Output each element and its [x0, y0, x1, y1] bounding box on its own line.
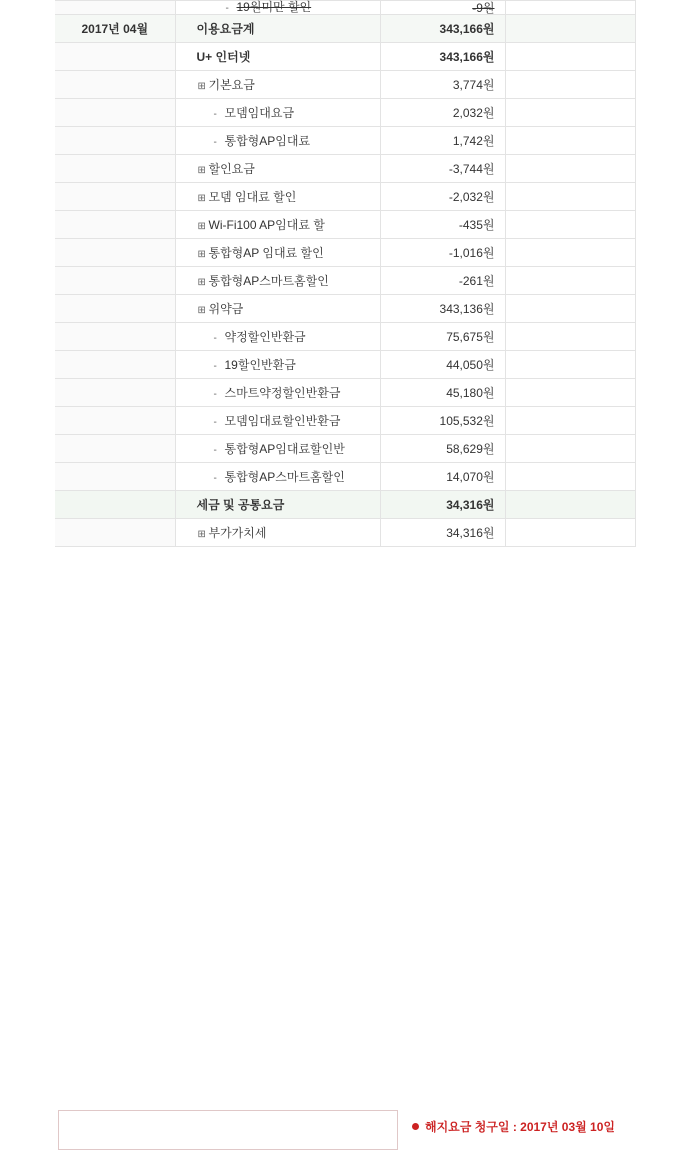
billing-table-body — [55, 1, 635, 547]
cell-amount: -1,016원 — [380, 239, 505, 267]
cell-amount: -261원 — [380, 267, 505, 295]
cell-note — [505, 71, 635, 99]
table-row — [55, 15, 635, 43]
cell-note — [505, 295, 635, 323]
cell-item-label: 통합형AP스마트홈할인 — [208, 274, 329, 288]
cell-item-label: 기본요금 — [208, 78, 255, 92]
cell-period — [55, 1, 175, 15]
cell-item-label: 통합형AP임대료 — [224, 134, 311, 148]
cell-period — [55, 211, 175, 239]
cell-period — [55, 295, 175, 323]
table-row — [55, 379, 635, 407]
cell-amount: 2,032원 — [380, 99, 505, 127]
cell-item — [175, 323, 380, 351]
cell-amount: 1,742원 — [380, 127, 505, 155]
cell-item — [175, 99, 380, 127]
cell-note — [505, 155, 635, 183]
cell-period — [55, 323, 175, 351]
cell-note — [505, 43, 635, 71]
cell-note — [505, 211, 635, 239]
dash-icon: - — [213, 333, 217, 344]
cell-item — [175, 1, 380, 15]
cell-item-label: 스마트약정할인반환금 — [224, 386, 341, 400]
table-row — [55, 295, 635, 323]
cell-amount: -9원 — [380, 1, 505, 15]
cell-amount: 14,070원 — [380, 463, 505, 491]
cell-period — [55, 155, 175, 183]
cancellation-billing-date-label: 해지요금 청구일 : 2017년 03월 10일 — [425, 1119, 615, 1134]
cell-item-label: 위약금 — [208, 302, 244, 316]
expand-icon[interactable]: ⊞ — [197, 165, 206, 176]
cell-item-label: 할인요금 — [208, 162, 255, 176]
cell-item-label: 통합형AP스마트홈할인 — [224, 470, 345, 484]
cell-item-label: 통합형AP 임대료 할인 — [208, 246, 324, 260]
billing-detail-table — [55, 0, 636, 547]
table-row — [55, 519, 635, 547]
cell-note — [505, 183, 635, 211]
cell-amount: 343,166원 — [380, 15, 505, 43]
cell-item-label: 이용요금계 — [196, 22, 255, 36]
expand-icon[interactable]: ⊞ — [197, 193, 206, 204]
cell-amount: 105,532원 — [380, 407, 505, 435]
cell-period — [55, 435, 175, 463]
cell-note — [505, 239, 635, 267]
cell-item-label: 부가가치세 — [208, 526, 267, 540]
cell-note — [505, 323, 635, 351]
cell-note — [505, 407, 635, 435]
cell-item — [175, 463, 380, 491]
table-row — [55, 267, 635, 295]
cell-item — [175, 379, 380, 407]
cell-period — [55, 183, 175, 211]
cell-amount: 45,180원 — [380, 379, 505, 407]
cell-period — [55, 267, 175, 295]
cell-item — [175, 435, 380, 463]
cell-note — [505, 1, 635, 15]
cell-amount: 34,316원 — [380, 519, 505, 547]
cell-amount: -435원 — [380, 211, 505, 239]
cell-period — [55, 127, 175, 155]
cell-period — [55, 463, 175, 491]
dash-icon: - — [213, 109, 217, 120]
cell-item — [175, 491, 380, 519]
dash-icon: - — [225, 2, 229, 14]
note-box — [58, 1110, 398, 1150]
cell-item-label: 세금 및 공통요금 — [196, 498, 285, 512]
cell-period — [55, 351, 175, 379]
cell-amount: -2,032원 — [380, 183, 505, 211]
expand-icon[interactable]: ⊞ — [197, 221, 206, 232]
cell-amount: 343,166원 — [380, 43, 505, 71]
cell-item — [175, 155, 380, 183]
cell-item-label: 약정할인반환금 — [224, 330, 306, 344]
cell-item — [175, 71, 380, 99]
cell-period — [55, 99, 175, 127]
cell-note — [505, 491, 635, 519]
cancellation-billing-date — [412, 1111, 687, 1141]
cell-amount: 58,629원 — [380, 435, 505, 463]
cell-note — [505, 435, 635, 463]
cell-amount: 343,136원 — [380, 295, 505, 323]
cell-item — [175, 43, 380, 71]
cell-note — [505, 267, 635, 295]
cell-note — [505, 519, 635, 547]
cell-item — [175, 211, 380, 239]
cell-item-label: 19원미만 할인 — [236, 0, 312, 14]
table-row — [55, 407, 635, 435]
cell-item-label: 모뎀 임대료 할인 — [208, 190, 297, 204]
table-row — [55, 323, 635, 351]
cell-period — [55, 491, 175, 519]
cell-item-label: 통합형AP임대료할인반 — [224, 442, 345, 456]
cell-amount: 3,774원 — [380, 71, 505, 99]
cell-amount: -3,744원 — [380, 155, 505, 183]
cell-item — [175, 519, 380, 547]
bottom-area — [0, 553, 695, 1134]
cell-item — [175, 127, 380, 155]
cell-item-label: Wi-Fi100 AP임대료 할 — [208, 218, 325, 232]
table-row — [55, 491, 635, 519]
cell-item — [175, 295, 380, 323]
expand-icon[interactable]: ⊞ — [197, 305, 206, 316]
cell-note — [505, 463, 635, 491]
cell-item — [175, 15, 380, 43]
cell-item — [175, 351, 380, 379]
expand-icon[interactable]: ⊞ — [197, 529, 206, 540]
dash-icon: - — [213, 137, 217, 148]
cell-note — [505, 15, 635, 43]
cell-item — [175, 407, 380, 435]
cell-period — [55, 407, 175, 435]
dash-icon: - — [213, 445, 217, 456]
cell-note — [505, 127, 635, 155]
table-row — [55, 127, 635, 155]
dash-icon: - — [213, 473, 217, 484]
cell-item — [175, 183, 380, 211]
cell-item-label: U+ 인터넷 — [196, 50, 251, 64]
expand-icon[interactable]: ⊞ — [197, 81, 206, 92]
cell-period — [55, 519, 175, 547]
table-row — [55, 43, 635, 71]
table-row — [55, 463, 635, 491]
expand-icon[interactable]: ⊞ — [197, 277, 206, 288]
cell-item-label: 19할인반환금 — [224, 358, 296, 372]
dash-icon: - — [213, 361, 217, 372]
dash-icon: - — [213, 417, 217, 428]
cell-period — [55, 43, 175, 71]
expand-icon[interactable]: ⊞ — [197, 249, 206, 260]
table-row — [55, 435, 635, 463]
table-row — [55, 351, 635, 379]
bullet-dot-icon — [412, 1123, 419, 1130]
cell-period — [55, 239, 175, 267]
table-row — [55, 239, 635, 267]
cell-period — [55, 71, 175, 99]
table-row — [55, 183, 635, 211]
dash-icon: - — [213, 389, 217, 400]
table-row — [55, 155, 635, 183]
cell-item — [175, 267, 380, 295]
cell-note — [505, 351, 635, 379]
cell-note — [505, 379, 635, 407]
cell-amount: 75,675원 — [380, 323, 505, 351]
cell-period — [55, 379, 175, 407]
cell-item-label: 모뎀임대료할인반환금 — [224, 414, 341, 428]
cell-item — [175, 239, 380, 267]
table-row — [55, 99, 635, 127]
table-row — [55, 1, 635, 15]
cell-period: 2017년 04월 — [55, 15, 175, 43]
cell-note — [505, 99, 635, 127]
table-row — [55, 211, 635, 239]
cell-item-label: 모뎀임대요금 — [224, 106, 295, 120]
cell-amount: 34,316원 — [380, 491, 505, 519]
cell-amount: 44,050원 — [380, 351, 505, 379]
table-row — [55, 71, 635, 99]
